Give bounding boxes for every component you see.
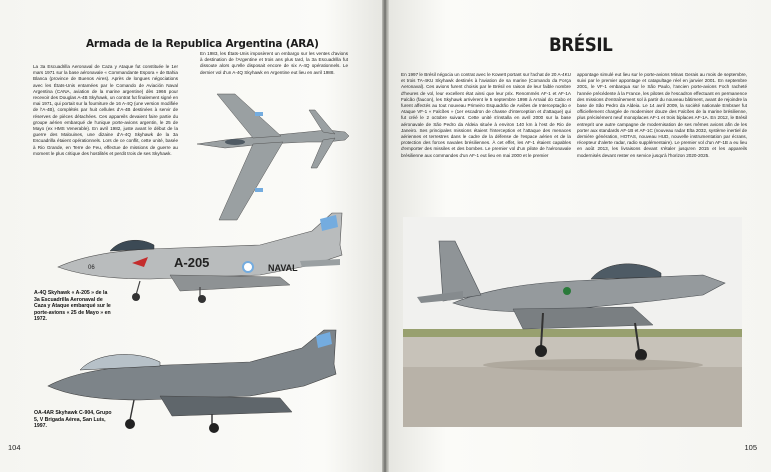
paragraph: En 1997 le Brésil négocia un contrat avec le Koweït portant sur l'achat de 20 A-4KU et trois TA-4KU Skyhawk destinés à l'aviation de sa marine (Comando da Força Aeronaval). Ces avions furent choisis par le Brésil en raison de leur faible nombre d'heures de vol, leur excellent état ainsi que leur prix. Renommés AF-1 et AF-1A Falcão (faucon), les Skyhawk arrivèrent le 5 septembre 1998 à Arraial do Cabo et furent affectés au tout nouveau Primeiro Esquadrão de Aviões de Interceptação e Ataque VF-1 « Falcões » (1er escadron de chasse d'interception et d'attaque) qui fut créé le 2 octobre suivant. Cette unité s'installa en avril 2000 sur la base aéronavale de São Pedro da Aldeia située à environ 140 km à l'est de Rio de Janeiro. Ses principales missions étaient l'interception et l'attaque des menaces aériennes et terrestres dans le cadre de la défense de l'espace aérien et de la protection des forces navales brésiliennes. À cet effet, les AF-1 étaient capables d'emporter des missiles et des bombes. Le premier vol d'un pilote de l'aéronavale brésilienne aux commandes d'un AF-1 eut lieu en mai 2000 et le premier (401, 72, 571, 158)
aircraft-a4q-side-view (50, 205, 350, 303)
text-column-1 (33, 64, 178, 157)
left-page (0, 0, 382, 472)
page-title: BRÉSIL (549, 34, 613, 56)
paragraph: appontage simulé eut lieu sur le porte-avions Minas Gerais au mois de septembre, suivi par le premier appontage et catapultage réel en janvier 2001. En septembre 2001, le VF-1 embarqua sur le São Paulo, l'ancien porte-avions Foch racheté l'année précédente à la France, les pilotes de l'escadron effectuant en permanence des missions d'entraînement sol à partir du nouveau bâtiment, avant de rejoindre la base de São Pedro da Aldeia. Le 14 avril 2009, la société nationale Embraer fut officiellement chargée de moderniser douze des Falcões de la marine brésilienne, plus précisément neuf monoplaces AF-1 et trois biplaces AF-1A. En 2012, le Brésil entreprit une autre campagne de modernisation de ses mêmes avions afin de les porter aux standards AF-1B et AF-1C (nouveau radar Elta 2032, système inertiel de dernière génération, HOTAS, nouveau HUD, nouvelle instrumentation par écrans, récepteur d'alerte radar, radio supplémentaire). Le premier vol d'un AF-1B a eu lieu en août 2013, les livraisons devant s'étaler jusqu'en 2015 et les appareils modernisés devant rester en service jusqu'à l'horizon 2020-2025. (577, 72, 747, 158)
paragraph: En 1983, les États-Unis imposèrent un embargo sur les ventes d'avions à destination de l'Argentine et trois ans plus tard, la 3a Escuadrilla fut dissoute alors qu'elle disposait encore de six A-4Q opérationnels. Le dernier vol d'un A-4Q Skyhawk en Argentine eut lieu en avril 1988. (200, 51, 348, 75)
text-column-2 (577, 72, 747, 159)
paragraph: La 3a Escuadrilla Aeronaval de Caza y Ataque fut constituée le 1er mars 1971 sur la base aéronavale « Commandante Espora » de Bahia Blanca (province de Buenos Aires). Après de longues négociations avec les États-Unis entamées par le Comando de Aviación Naval Argentina (CANA, aviation de la marine argentine) dès 1966 pour recevoir des Douglas A-4B Skyhawk, un contrat fut finalement signé en mai 1971, qui portait sur la fourniture de 16 A-4Q (une version modifiée de l'A-4B), complétés par huit cellules d'A-4B destinées à servir de réserves de pièces détachées. Ces appareils devaient faire partie du groupe aérien embarqué de l'unique porte-avions argentin, le 25 de Mayo (ex HMS Venerable). En avril 1982, juste avant le début de la guerre des Malouines, une dizaine d'A-4Q Skyhawk de la 3a Escuadrilla étaient opérationnels. Lors de ce conflit, cette unité, basée à Rio Grande, en Terre de Feu, effectue de missions de guerre au moment le plus critique des hostilités et perdit trois de ses Skyhawk. (33, 64, 178, 156)
figure-caption-2: OA-4AR Skyhawk C-904, Grupo 5, V Brigada Aérea, San Luis, 1997. (34, 410, 112, 429)
aircraft-tail-number: 06 (88, 265, 95, 271)
page-number: 104 (8, 443, 21, 452)
aircraft-photo (403, 217, 742, 427)
page-title: Armada de la Republica Argentina (ARA) (86, 38, 319, 50)
aircraft-code: A-205 (174, 255, 210, 270)
photo-skyhawk-af1 (403, 217, 742, 427)
text-column-1 (401, 72, 571, 159)
figure-caption-1: A-4Q Skyhawk « A-205 » de la 3a Escuadrilla Aeronaval de Caza y Ataque embarqué sur le porte-avions « 25 de Mayo » en 1972. (34, 290, 111, 322)
text-column-2 (200, 51, 348, 76)
page-number: 105 (744, 443, 757, 452)
book-gutter (382, 0, 389, 472)
aircraft-marking: NAVAL (268, 263, 298, 273)
